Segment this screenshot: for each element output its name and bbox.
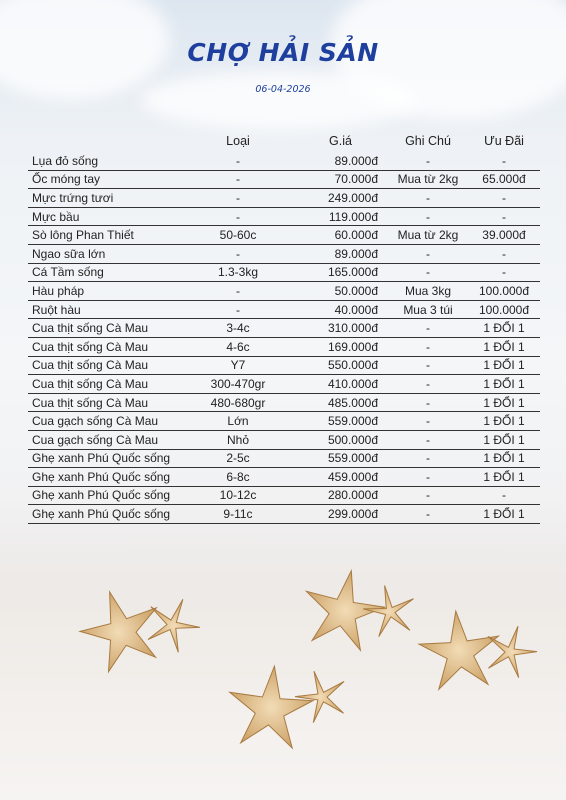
item-offer: 1 ĐỔI 1 <box>468 319 540 338</box>
item-note: - <box>388 375 468 394</box>
item-type: Lớn <box>183 412 293 431</box>
item-offer: 1 ĐỔI 1 <box>468 505 540 524</box>
item-note: - <box>388 505 468 524</box>
item-note: Mua 3kg <box>388 282 468 301</box>
item-name: Mực trứng tươi <box>28 189 183 208</box>
table-row <box>28 337 540 356</box>
item-name: Ngao sữa lớn <box>28 244 183 263</box>
item-note: - <box>388 430 468 449</box>
item-type: Y7 <box>183 356 293 375</box>
item-name: Sò lông Phan Thiết <box>28 226 183 245</box>
table-row <box>28 244 540 263</box>
item-name: Cua thịt sống Cà Mau <box>28 319 183 338</box>
price-table <box>28 130 540 524</box>
item-name: Cua thịt sống Cà Mau <box>28 393 183 412</box>
item-type: - <box>183 189 293 208</box>
table-row <box>28 393 540 412</box>
item-price: 89.000đ <box>293 244 388 263</box>
item-note: - <box>388 356 468 375</box>
column-header-type: Loại <box>226 134 250 148</box>
item-name: Ghẹ xanh Phú Quốc sống <box>28 505 183 524</box>
item-type: 50-60c <box>183 226 293 245</box>
item-price: 60.000đ <box>293 226 388 245</box>
item-name: Lụa đỏ sống <box>28 152 183 170</box>
item-note: - <box>388 244 468 263</box>
item-note: Mua từ 2kg <box>388 226 468 245</box>
item-note: - <box>388 412 468 431</box>
item-type: 1.3-3kg <box>183 263 293 282</box>
item-note: - <box>388 319 468 338</box>
item-price: 40.000đ <box>293 300 388 319</box>
item-offer: - <box>468 263 540 282</box>
item-price: 299.000đ <box>293 505 388 524</box>
item-type: 2-5c <box>183 449 293 468</box>
item-price: 70.000đ <box>293 170 388 189</box>
item-name: Ghẹ xanh Phú Quốc sống <box>28 468 183 487</box>
table-row <box>28 189 540 208</box>
item-offer: 1 ĐỔI 1 <box>468 337 540 356</box>
page-date: 06-04-2026 <box>255 84 311 95</box>
item-note: - <box>388 468 468 487</box>
item-price: 485.000đ <box>293 393 388 412</box>
item-type: Nhỏ <box>183 430 293 449</box>
item-note: Mua từ 2kg <box>388 170 468 189</box>
table-row <box>28 449 540 468</box>
table-row <box>28 486 540 505</box>
item-type: 9-11c <box>183 505 293 524</box>
item-price: 50.000đ <box>293 282 388 301</box>
item-offer: 1 ĐỔI 1 <box>468 375 540 394</box>
column-header-note: Ghi Chú <box>405 134 451 148</box>
cloud-decoration <box>140 70 420 130</box>
column-header-price: G.iá <box>329 134 352 148</box>
table-row <box>28 282 540 301</box>
table-row <box>28 263 540 282</box>
table-body <box>28 152 540 523</box>
item-offer: 39.000đ <box>468 226 540 245</box>
table-row <box>28 468 540 487</box>
table-row <box>28 412 540 431</box>
item-name: Cua thịt sống Cà Mau <box>28 375 183 394</box>
item-price: 500.000đ <box>293 430 388 449</box>
item-note: - <box>388 207 468 226</box>
table-row <box>28 319 540 338</box>
item-name: Mực bầu <box>28 207 183 226</box>
item-offer: 100.000đ <box>468 282 540 301</box>
item-price: 459.000đ <box>293 468 388 487</box>
item-note: - <box>388 393 468 412</box>
item-type: 480-680gr <box>183 393 293 412</box>
item-type: - <box>183 282 293 301</box>
item-type: - <box>183 244 293 263</box>
item-note: - <box>388 337 468 356</box>
item-name: Cua gạch sống Cà Mau <box>28 430 183 449</box>
item-offer: 65.000đ <box>468 170 540 189</box>
item-offer: 1 ĐỔI 1 <box>468 356 540 375</box>
item-price: 165.000đ <box>293 263 388 282</box>
item-type: - <box>183 170 293 189</box>
item-type: 300-470gr <box>183 375 293 394</box>
item-type: - <box>183 300 293 319</box>
item-offer: 1 ĐỔI 1 <box>468 393 540 412</box>
item-type: - <box>183 152 293 170</box>
item-note: - <box>388 449 468 468</box>
table-row <box>28 430 540 449</box>
item-note: - <box>388 486 468 505</box>
item-price: 280.000đ <box>293 486 388 505</box>
table-row <box>28 300 540 319</box>
item-note: - <box>388 189 468 208</box>
item-offer: 1 ĐỔI 1 <box>468 412 540 431</box>
item-offer: 1 ĐỔI 1 <box>468 449 540 468</box>
item-type: - <box>183 207 293 226</box>
item-offer: - <box>468 152 540 170</box>
item-price: 249.000đ <box>293 189 388 208</box>
item-price: 119.000đ <box>293 207 388 226</box>
item-price: 89.000đ <box>293 152 388 170</box>
item-offer: - <box>468 189 540 208</box>
column-header-name <box>28 130 183 152</box>
item-name: Cua thịt sống Cà Mau <box>28 337 183 356</box>
item-name: Cua gạch sống Cà Mau <box>28 412 183 431</box>
sand-background <box>0 540 566 800</box>
item-note: - <box>388 263 468 282</box>
table-row <box>28 226 540 245</box>
item-offer: - <box>468 486 540 505</box>
item-type: 4-6c <box>183 337 293 356</box>
item-price: 310.000đ <box>293 319 388 338</box>
table-row <box>28 170 540 189</box>
item-price: 169.000đ <box>293 337 388 356</box>
item-offer: 1 ĐỔI 1 <box>468 468 540 487</box>
table-row <box>28 375 540 394</box>
item-offer: - <box>468 207 540 226</box>
item-offer: 1 ĐỔI 1 <box>468 430 540 449</box>
item-name: Ghẹ xanh Phú Quốc sống <box>28 449 183 468</box>
item-offer: - <box>468 244 540 263</box>
item-name: Ốc móng tay <box>28 170 183 189</box>
item-name: Hàu pháp <box>28 282 183 301</box>
item-price: 410.000đ <box>293 375 388 394</box>
table-row <box>28 207 540 226</box>
item-price: 559.000đ <box>293 412 388 431</box>
item-offer: 100.000đ <box>468 300 540 319</box>
item-price: 550.000đ <box>293 356 388 375</box>
item-name: Ruột hàu <box>28 300 183 319</box>
item-price: 559.000đ <box>293 449 388 468</box>
table-row <box>28 505 540 524</box>
column-header-offer: Ưu Đãi <box>484 134 524 148</box>
page-title: CHỢ HẢI SẢN <box>187 38 379 67</box>
table-row <box>28 356 540 375</box>
item-note: Mua 3 túi <box>388 300 468 319</box>
table-header-row <box>28 130 540 152</box>
item-name: Ghẹ xanh Phú Quốc sống <box>28 486 183 505</box>
item-name: Cua thịt sống Cà Mau <box>28 356 183 375</box>
item-type: 6-8c <box>183 468 293 487</box>
item-note: - <box>388 152 468 170</box>
table-row <box>28 152 540 170</box>
item-name: Cá Tầm sống <box>28 263 183 282</box>
item-type: 10-12c <box>183 486 293 505</box>
item-type: 3-4c <box>183 319 293 338</box>
